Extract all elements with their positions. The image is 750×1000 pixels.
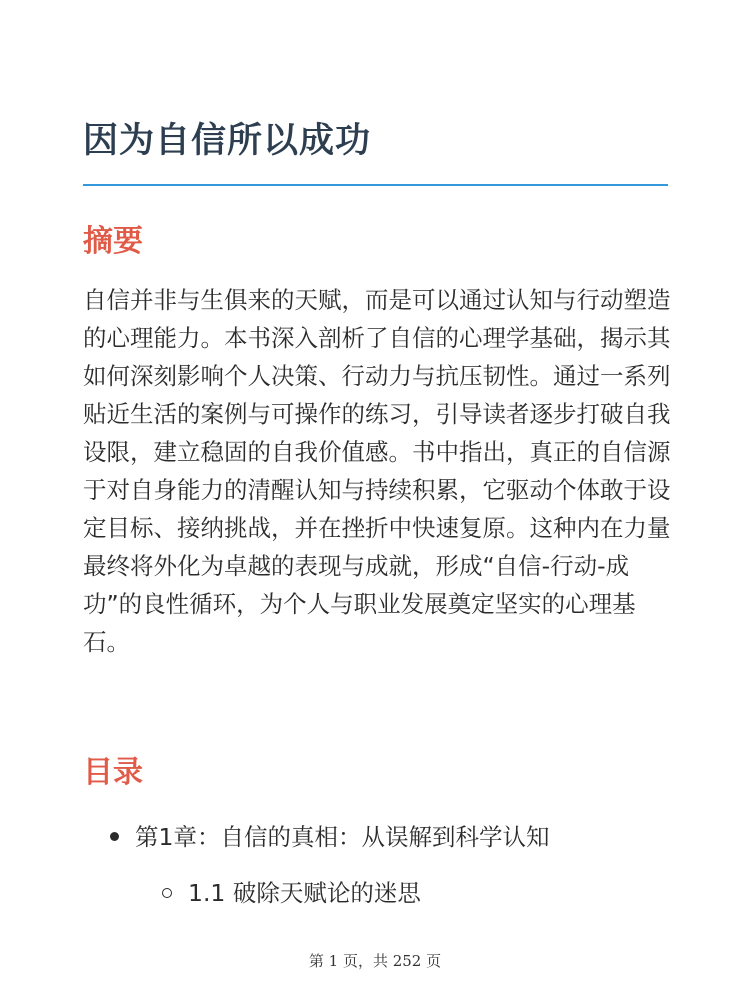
toc-heading: 目录 — [83, 755, 143, 790]
abstract-heading: 摘要 — [83, 224, 143, 259]
page-number-footer: 第 1 页，共 252 页 — [308, 952, 442, 970]
toc-item-chapter-1[interactable] — [110, 819, 549, 855]
bullet-circle-icon — [162, 888, 172, 898]
abstract-paragraph: 自信并非与生俱来的天赋，而是可以通过认知与行动塑造的心理能力。本书深入剖析了自信的心理学基础，揭示其如何深刻影响个人决策、行动力与抗压韧性。通过一系列贴近生活的案例与可操作的练习，引导读者逐步打破自我设限，建立稳固的自我价值感。书中指出，真正的自信源于对自身能力的清醒认知与持续积累，它驱动个体敢于设定目标、接纳挑战，并在挫折中快速复原。这种内在力量最终将外化为卓越的表现与成就，形成“自信-行动-成功”的良性循环，为个人与职业发展奠定坚实的心理基石。 — [83, 286, 671, 656]
toc-item-section-1-1[interactable] — [162, 875, 421, 911]
bullet-disc-icon — [110, 832, 119, 841]
toc-item-label: 1.1 破除天赋论的迷思 — [188, 879, 421, 907]
document-title: 因为自信所以成功 — [83, 121, 372, 161]
title-divider — [83, 184, 668, 186]
toc-item-label: 第1章：自信的真相：从误解到科学认知 — [135, 823, 550, 851]
